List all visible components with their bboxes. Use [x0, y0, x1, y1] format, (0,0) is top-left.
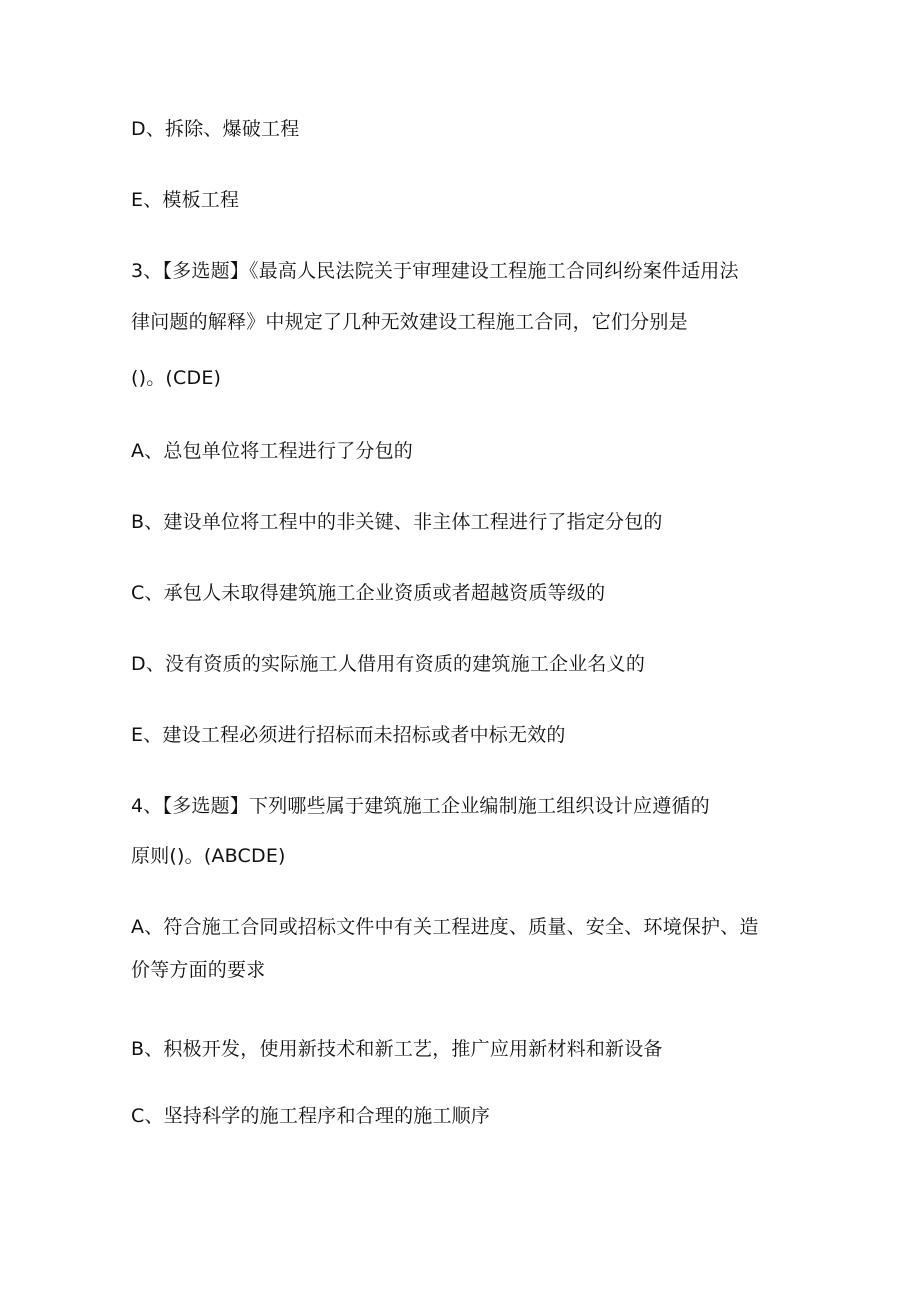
q3-option-c: C、承包人未取得建筑施工企业资质或者超越资质等级的: [131, 582, 606, 604]
q4-option-a-line-2: 价等方面的要求: [131, 959, 266, 981]
q3-stem-line-1: 3、【多选题】《最高人民法院关于审理建设工程施工合同纠纷案件适用法: [131, 260, 739, 282]
q4-option-c: C、坚持科学的施工程序和合理的施工顺序: [131, 1105, 491, 1127]
q4-stem-line-1: 4、【多选题】下列哪些属于建筑施工企业编制施工组织设计应遵循的: [131, 795, 710, 817]
q2-option-e: E、模板工程: [131, 189, 240, 211]
q2-option-d: D、拆除、爆破工程: [131, 118, 300, 140]
q3-option-a: A、总包单位将工程进行了分包的: [131, 440, 413, 462]
q3-stem-line-2: 律问题的解释》中规定了几种无效建设工程施工合同，它们分别是: [131, 311, 688, 333]
q4-option-b: B、积极开发，使用新技术和新工艺，推广应用新材料和新设备: [131, 1038, 663, 1060]
q4-option-a-line-1: A、符合施工合同或招标文件中有关工程进度、质量、安全、环境保护、造: [131, 916, 759, 938]
q3-option-d: D、没有资质的实际施工人借用有资质的建筑施工企业名义的: [131, 653, 646, 675]
q3-option-e: E、建设工程必须进行招标而未招标或者中标无效的: [131, 724, 566, 746]
q3-stem-answer: ()。(CDE): [131, 367, 222, 389]
q3-option-b: B、建设单位将工程中的非关键、非主体工程进行了指定分包的: [131, 511, 663, 533]
q4-stem-answer: 原则()。(ABCDE): [131, 845, 286, 867]
